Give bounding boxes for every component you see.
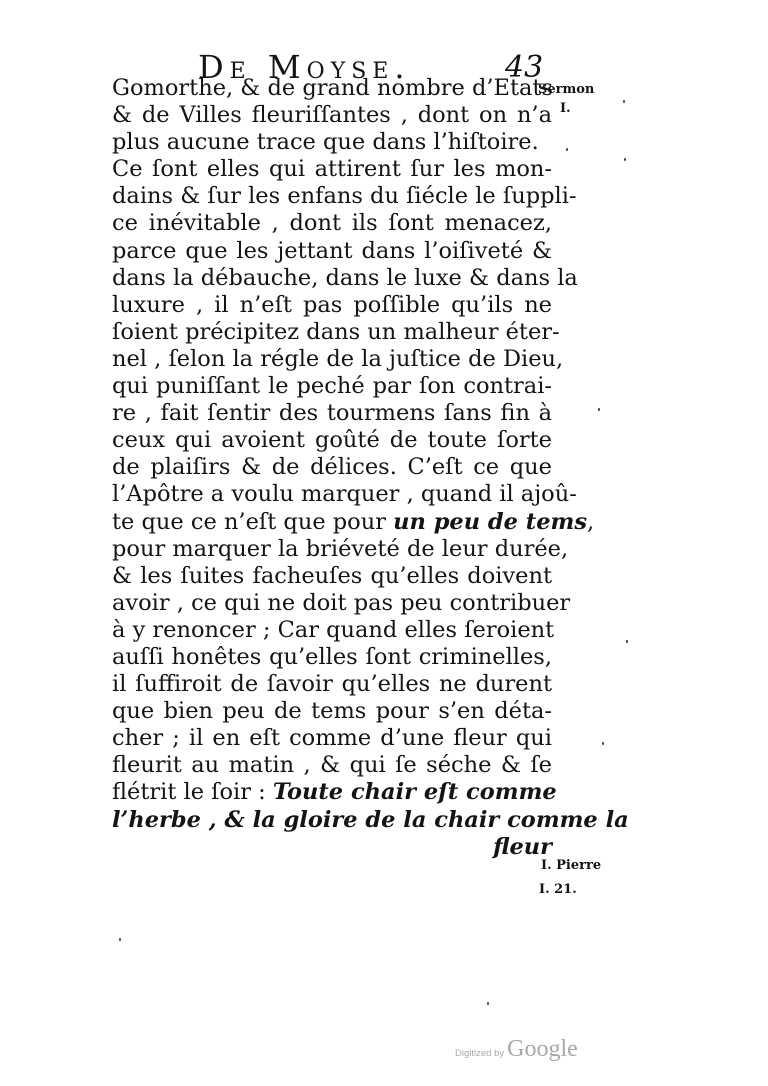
digitized-watermark [455,1036,578,1063]
text-line: avoir , ce qui ne doit pas peu contribuer [112,589,571,616]
text-line [112,806,629,834]
text-line: fleurit au matin , & qui ſe séche & ſe [112,752,552,779]
ink-speck [602,742,604,745]
text-line: parce que les jettant dans l’oiſiveté & [112,237,552,264]
line-roman-part: te que ce n’eſt que pour [112,508,394,535]
margin-note-sermon: Sermon [538,82,595,97]
ink-speck [566,148,568,151]
line-italic-part: fleur [493,833,552,860]
text-line: ſoient précipitez dans un malheur éter- [112,318,560,345]
page-number: 43 [505,50,544,85]
margin-note-sermon-number: I. [560,101,571,116]
text-line: & de Villes fleuriſſantes , dont on n’a [112,102,552,129]
ink-speck [623,100,625,103]
text-line: pour marquer la briéveté de leur durée, [112,535,569,562]
watermark-prefix: Digitized by [455,1048,505,1059]
ink-speck [487,1002,489,1005]
text-line: dains & ſur les enfans du ſiécle le ſuppli- [112,183,577,210]
line-italic-part: un peu de tems [393,508,587,535]
text-line: nel , ſelon la régle de la juſtice de Dieu, [112,345,564,372]
text-line: que bien peu de tems pour s’en déta- [112,698,552,725]
ink-speck [624,158,626,161]
text-line [112,508,595,536]
text-line: de plaiſirs & de délices. C’eſt ce que [112,454,552,481]
line-roman-part: , [587,508,595,535]
text-line: à y renoncer ; Car quand elles ſeroient [112,616,555,643]
text-line: plus aucune trace que dans l’hiſtoire. [112,129,539,156]
text-line: ceux qui avoient goûté de toute ſorte [112,427,552,454]
ink-speck [598,408,600,411]
text-line: auſſi honêtes qu’elles ſont criminelles, [112,643,552,670]
text-line: luxure , il n’eſt pas poſſible qu’ils ne [112,291,552,318]
text-line: Gomorthe, & de grand nombre d’Etats [112,75,554,101]
text-line: l’Apôtre a voulu marquer , quand il ajoû- [112,481,577,508]
text-line [112,834,552,861]
ink-speck [119,938,121,941]
text-line: ce inévitable , dont ils ſont menacez, [112,210,552,237]
margin-note-reference-book: I. Pierre [541,858,602,873]
text-line: dans la débauche, dans le luxe & dans la [112,264,578,291]
text-line: & les ſuites facheuſes qu’elles doivent [112,562,552,589]
line-roman-part: flétrit le ſoir : [112,779,273,806]
margin-note-reference-verse: I. 21. [539,882,577,897]
text-line: Ce ſont elles qui attirent ſur les mon- [112,156,552,183]
watermark-brand: Google [507,1036,578,1062]
line-italic-part: l’herbe , & la gloire de la chair comme la [112,806,629,833]
text-line: re , fait ſentir des tourmens ſans fin à [112,400,552,427]
text-line: il ſuffiroit de ſavoir qu’elles ne durent [112,671,552,698]
text-line: cher ; il en eſt comme d’une fleur qui [112,725,552,752]
text-line: qui puniſſant le peché par ſon contrai- [112,373,552,400]
ink-speck [626,640,628,643]
running-header: De Moyse. [198,48,411,86]
line-italic-part: Toute chair eſt comme [272,779,557,806]
text-line [112,779,557,806]
